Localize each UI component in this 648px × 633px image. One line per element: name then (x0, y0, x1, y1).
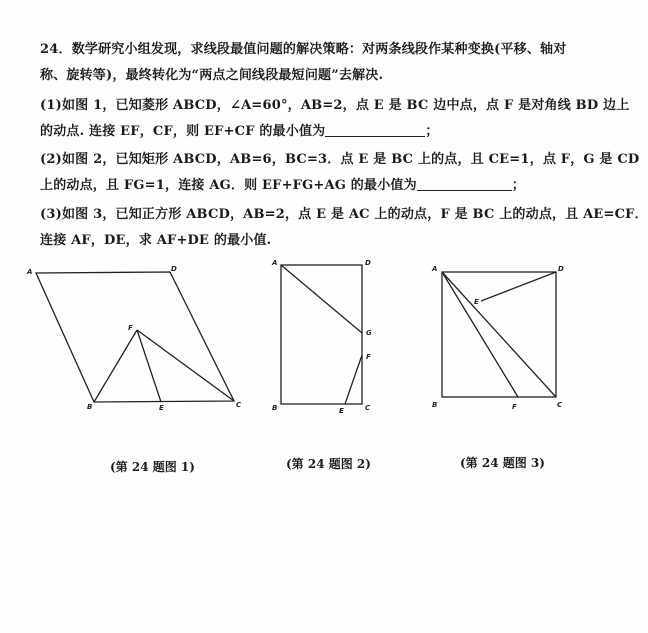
question3-line2: 连接 AF，DE，求 AF+DE 的最小值. (40, 233, 272, 248)
label-d: D (171, 265, 177, 273)
label-e: E (339, 407, 344, 415)
label-a: A (272, 259, 278, 267)
label-a: A (432, 265, 438, 273)
question2-line1: (2)如图 2，已知矩形 ABCD，AB=6，BC=3．点 E 是 BC 上的点，且 CE=1，点 F，G 是 CD (40, 152, 640, 167)
figure-3-caption: (第 24 题图 3) (460, 456, 545, 470)
label-c: C (365, 404, 371, 412)
question1-text: 的动点. 连接 EF，CF，则 EF+CF 的最小值为 (40, 124, 326, 139)
rhombus-abcd (36, 272, 234, 402)
label-g: G (366, 329, 372, 337)
segment-de (481, 272, 556, 301)
segment-fc (137, 330, 234, 401)
figure-1-caption: (第 24 题图 1) (110, 460, 195, 474)
figure-3-square (431, 265, 564, 411)
figure-2-rectangle (271, 259, 372, 415)
label-e: E (159, 404, 164, 412)
label-b: B (87, 403, 93, 411)
label-e: E (474, 298, 479, 306)
label-f: F (512, 403, 517, 411)
label-b: B (432, 401, 438, 409)
question2-end: ； (511, 178, 526, 193)
question1-end: ； (425, 124, 439, 139)
label-c: C (236, 401, 242, 409)
question1-line1: (1)如图 1，已知菱形 ABCD，∠A=60°，AB=2，点 E 是 BC 边中点，点 F 是对角线 BD 边上 (40, 98, 630, 113)
rectangle-abcd (281, 265, 362, 404)
problem-intro-line2: 称、旋转等)，最终转化为“两点之间线段最短问题”去解决. (40, 68, 384, 83)
label-f: F (366, 353, 371, 361)
label-d: D (365, 259, 371, 267)
segment-ag (281, 265, 362, 333)
question3-line1: (3)如图 3，已知正方形 ABCD，AB=2，点 E 是 AC 上的动点，F 是 BC 上的动点，且 AE=CF． (40, 207, 648, 222)
question2-text: 上的动点，且 FG=1，连接 AG．则 EF+FG+AG 的最小值为 (40, 178, 417, 193)
label-f: F (128, 324, 133, 332)
problem-intro-line1: 24．数学研究小组发现，求线段最值问题的解决策略：对两条线段作某种变换(平移、轴对 (40, 42, 567, 57)
label-d: D (558, 265, 564, 273)
segment-bf (94, 330, 137, 402)
segment-ef (345, 355, 362, 404)
label-a: A (27, 268, 33, 276)
label-c: C (557, 401, 563, 409)
label-b: B (272, 404, 278, 412)
figure-2-caption: (第 24 题图 2) (286, 457, 371, 471)
segment-ac (442, 272, 556, 397)
segment-fe (137, 330, 161, 402)
figure-1-rhombus (26, 265, 242, 412)
